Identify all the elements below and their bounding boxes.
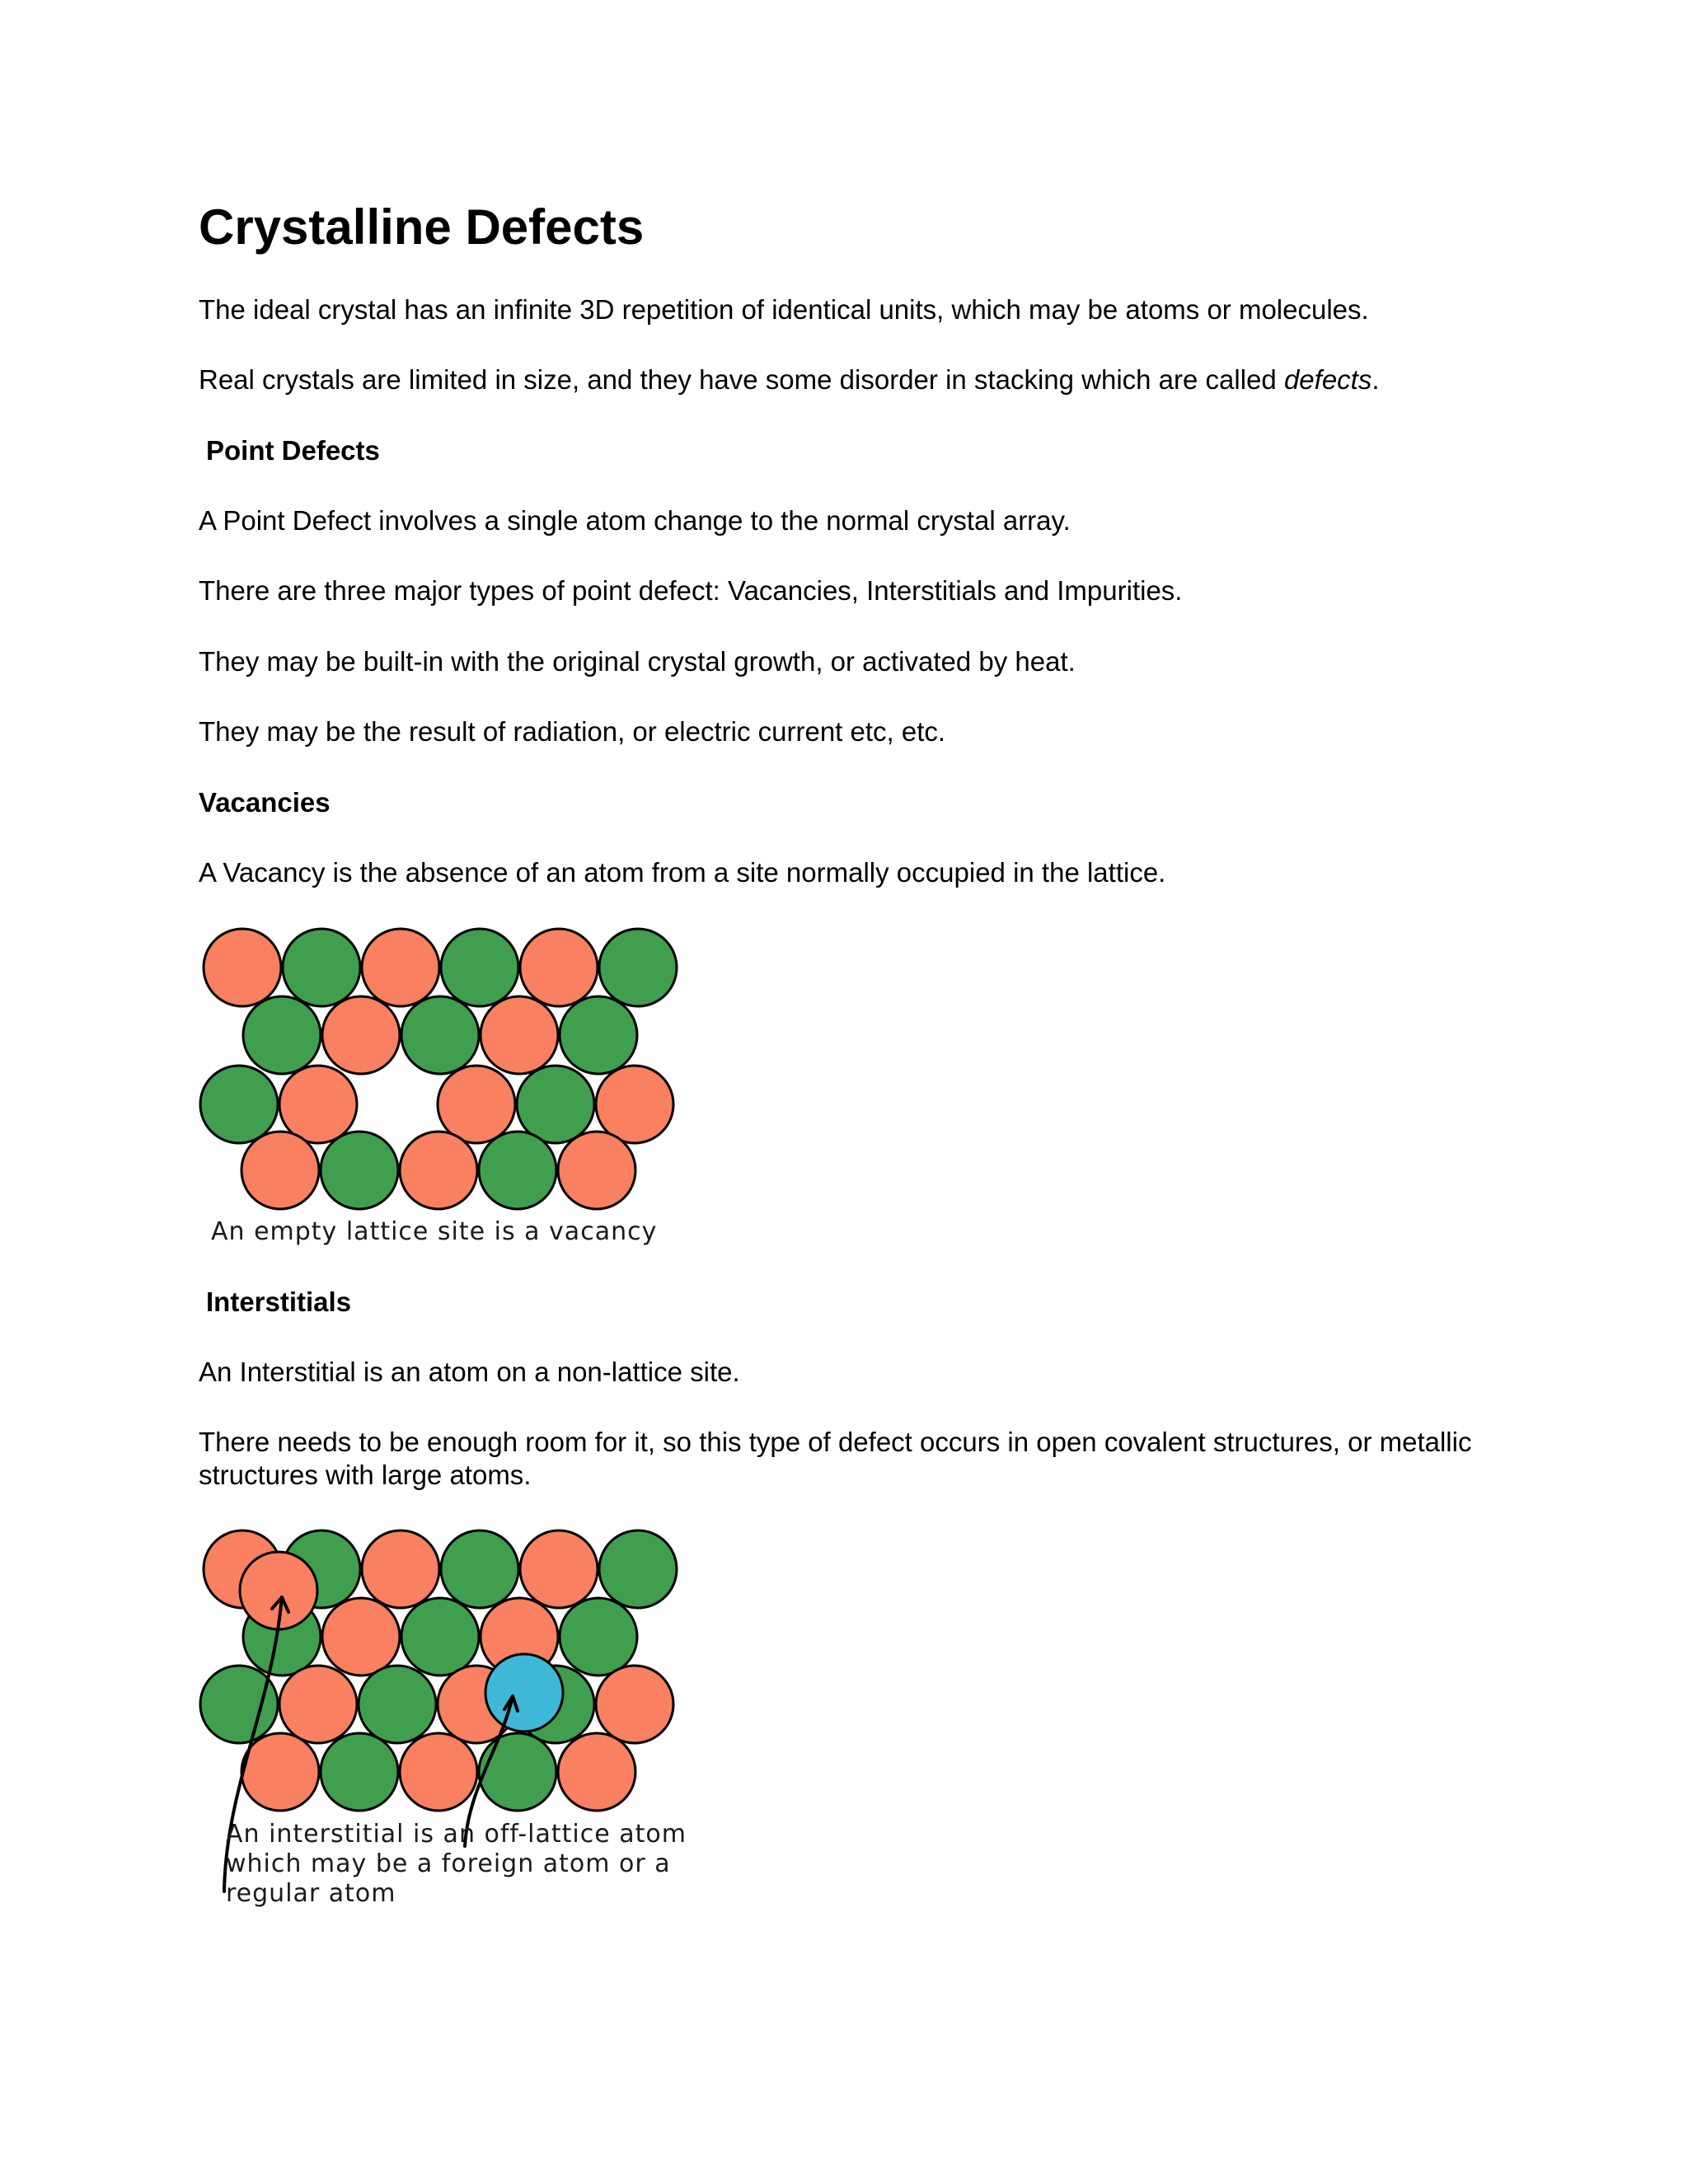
interstitial-foreign-atom (485, 1654, 563, 1732)
vacancies-heading: Vacancies (199, 787, 331, 818)
atom-orange (596, 1666, 673, 1743)
atom-orange (558, 1132, 635, 1209)
atom-green (200, 1066, 278, 1143)
atom-green (560, 996, 637, 1074)
interstitials-paragraph-2: There needs to be enough room for it, so this type of defect occurs in open covalent structures, or metallic structures with large atoms. (199, 1427, 1472, 1490)
atom-green (321, 1132, 398, 1209)
vacancy-caption: An empty lattice site is a vacancy (211, 1217, 658, 1246)
interstitial-caption-line-2: which may be a foreign atom or a (226, 1849, 671, 1878)
atom-orange (279, 1066, 357, 1143)
point-defects-paragraph-1: A Point Defect involves a single atom change to the normal crystal array. (199, 505, 1071, 536)
atom-green (200, 1666, 278, 1743)
vacancy-figure (190, 915, 701, 1253)
intro-text: Real crystals are limited in size, and they have some disorder in stacking which are called (199, 364, 1284, 395)
point-defects-heading: Point Defects (206, 435, 380, 466)
atom-green (283, 929, 360, 1006)
atom-green (321, 1733, 398, 1811)
interstitials-heading: Interstitials (206, 1286, 352, 1317)
atom-orange (438, 1066, 515, 1143)
atom-orange (481, 996, 558, 1074)
atom-orange (400, 1132, 477, 1209)
interstitial-caption-line-1: An interstitial is an off-lattice atom (226, 1820, 687, 1849)
interstitials-paragraph-1: An Interstitial is an atom on a non-lattice site. (199, 1357, 740, 1387)
atom-orange (520, 1530, 598, 1608)
atom-green (479, 1733, 556, 1811)
atom-orange (362, 929, 439, 1006)
atom-orange (596, 1066, 673, 1143)
atom-green (599, 1530, 677, 1608)
atom-orange (279, 1666, 357, 1743)
atom-orange (362, 1530, 439, 1608)
atom-orange (241, 1132, 319, 1209)
atom-orange (322, 1598, 400, 1675)
atom-orange (558, 1733, 635, 1811)
intro-period: . (1372, 364, 1380, 395)
atom-green (441, 929, 518, 1006)
intro-paragraph-2 (199, 363, 1380, 396)
atom-green (359, 1666, 436, 1743)
vacancy-lattice (200, 929, 677, 1209)
atom-green (599, 929, 677, 1006)
defects-term: defects (1283, 364, 1372, 395)
atom-green (401, 996, 479, 1074)
atom-green (441, 1530, 518, 1608)
atom-orange (400, 1733, 477, 1811)
point-defects-paragraph-4: They may be the result of radiation, or electric current etc, etc. (199, 716, 946, 747)
atom-orange (241, 1733, 319, 1811)
atom-orange (204, 929, 281, 1006)
atom-orange (322, 996, 400, 1074)
vacancies-paragraph-1: A Vacancy is the absence of an atom from a site normally occupied in the lattice. (199, 857, 1166, 888)
atom-green (243, 996, 321, 1074)
point-defects-paragraph-2: There are three major types of point defect: Vacancies, Interstitials and Impurities. (199, 575, 1183, 606)
atom-green (517, 1066, 594, 1143)
atom-green (560, 1598, 637, 1675)
atom-green (479, 1132, 556, 1209)
interstitial-figure (190, 1516, 701, 1920)
page-title: Crystalline Defects (199, 199, 645, 255)
point-defects-paragraph-3: They may be built-in with the original crystal growth, or activated by heat. (199, 646, 1076, 677)
intro-paragraph-1: The ideal crystal has an infinite 3D repetition of identical units, which may be atoms or molecules. (199, 294, 1369, 325)
atom-green (401, 1598, 479, 1675)
atom-orange (520, 929, 598, 1006)
interstitial-caption-line-3: regular atom (226, 1879, 396, 1908)
